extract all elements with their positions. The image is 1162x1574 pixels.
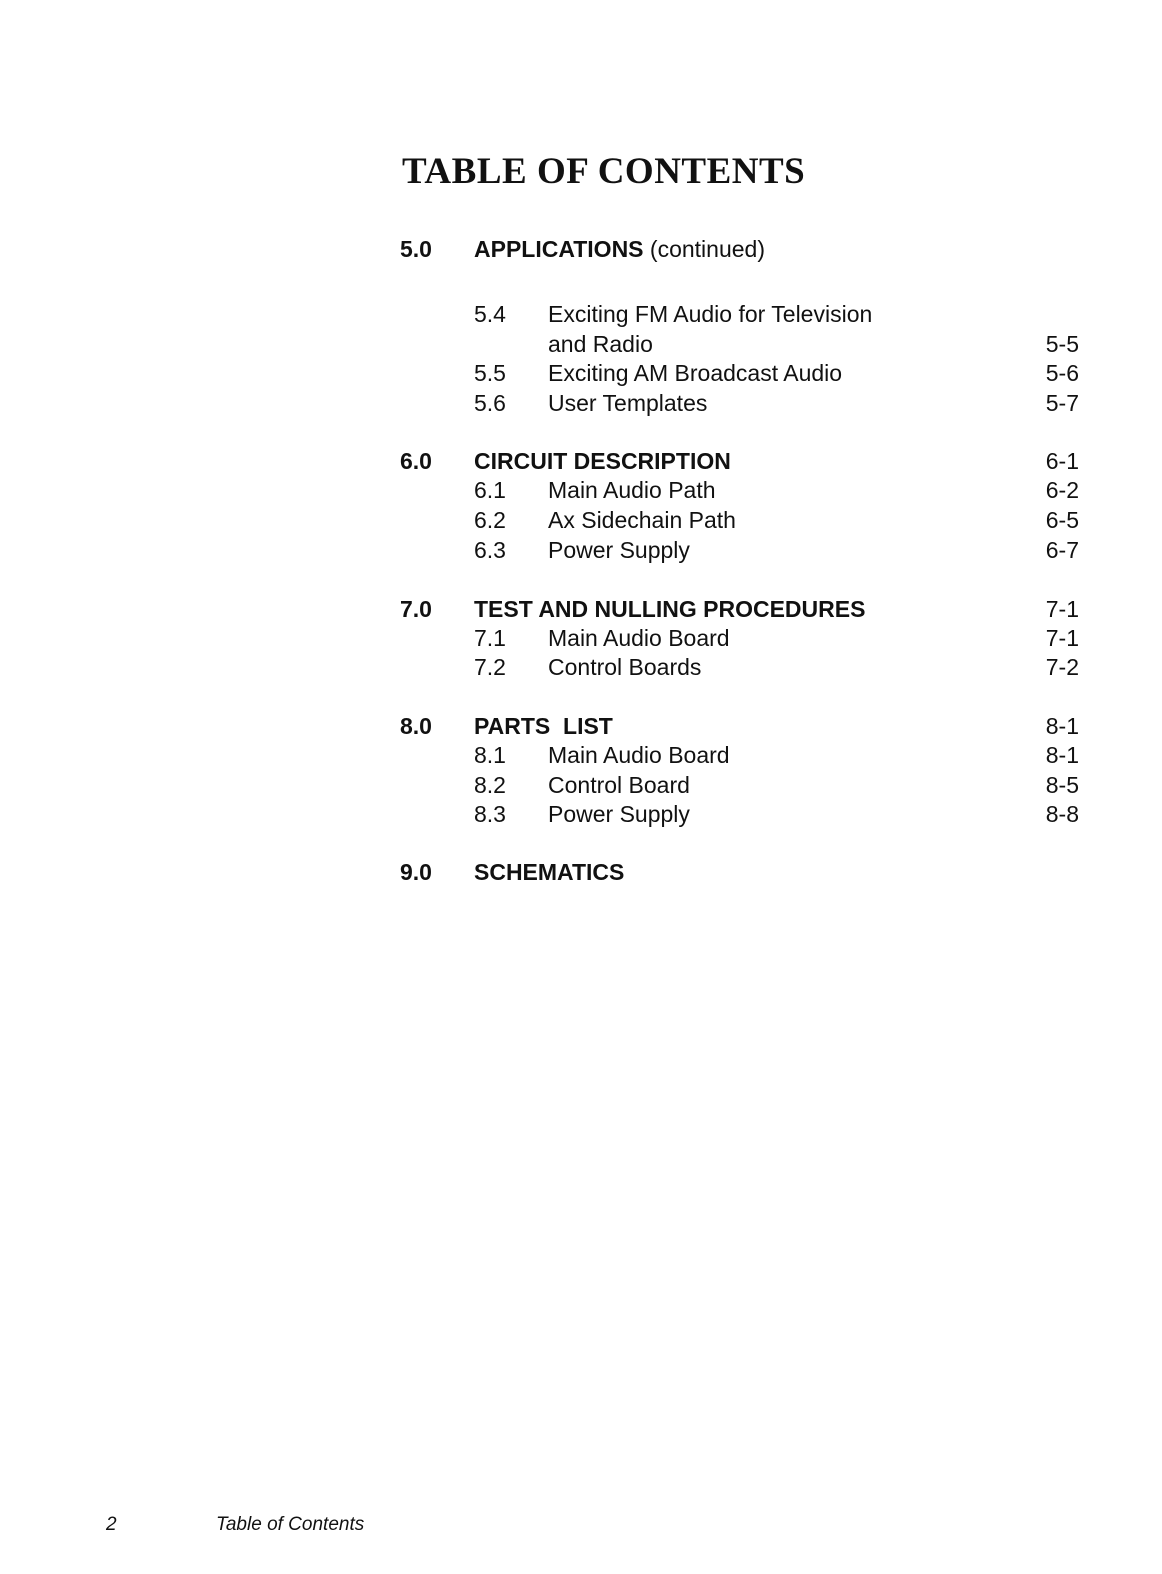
- item-title: Main Audio Board: [548, 625, 730, 651]
- section-number: 7.0: [400, 596, 432, 622]
- item-number: 5.6: [474, 390, 506, 416]
- item-title: Power Supply: [548, 801, 690, 827]
- section-title: SCHEMATICS: [474, 859, 625, 885]
- toc-item-5-6[interactable]: [0, 388, 1162, 418]
- item-title: Control Board: [548, 772, 690, 798]
- item-page: 7-1: [1045, 625, 1079, 651]
- toc-item-5-5[interactable]: [0, 358, 1162, 388]
- toc-item-8-1[interactable]: [0, 740, 1162, 770]
- item-number: 5.4: [474, 301, 506, 327]
- item-page: 5-6: [1045, 360, 1079, 386]
- section-number: 6.0: [400, 448, 432, 474]
- toc-item-7-1[interactable]: [0, 623, 1162, 653]
- footer-title: Table of Contents: [216, 1514, 365, 1535]
- toc-item-5-4[interactable]: [0, 299, 1162, 329]
- section-title: TEST AND NULLING PROCEDURES: [474, 596, 866, 622]
- toc-item-6-3[interactable]: [0, 535, 1162, 565]
- item-page: 5-5: [1045, 331, 1079, 357]
- toc-section-9[interactable]: [0, 857, 1162, 887]
- toc-section-8[interactable]: [0, 711, 1162, 741]
- item-title: User Templates: [548, 390, 708, 416]
- item-title: Control Boards: [548, 654, 702, 680]
- item-number: 7.2: [474, 654, 506, 680]
- toc-section-7[interactable]: [0, 594, 1162, 624]
- item-number: 6.1: [474, 477, 506, 503]
- page-title: TABLE OF CONTENTS: [402, 151, 806, 192]
- item-title: Main Audio Path: [548, 477, 716, 503]
- item-page: 6-2: [1045, 477, 1079, 503]
- toc-item-6-2[interactable]: [0, 505, 1162, 535]
- item-page: 5-7: [1045, 390, 1079, 416]
- item-title-continued: and Radio: [548, 331, 653, 357]
- section-page: 7-1: [1045, 596, 1079, 622]
- item-page: 8-1: [1045, 742, 1079, 768]
- section-title: PARTS LIST: [474, 713, 613, 739]
- toc-section-5[interactable]: [0, 234, 1162, 264]
- item-title: Exciting AM Broadcast Audio: [548, 360, 843, 386]
- section-title: CIRCUIT DESCRIPTION: [474, 448, 731, 474]
- section-title: APPLICATIONS (continued): [474, 236, 765, 262]
- section-number: 8.0: [400, 713, 432, 739]
- item-page: 7-2: [1045, 654, 1079, 680]
- item-number: 6.3: [474, 537, 506, 563]
- section-number: 9.0: [400, 859, 432, 885]
- item-page: 6-5: [1045, 507, 1079, 533]
- section-page: 8-1: [1045, 713, 1079, 739]
- toc-section-6[interactable]: [0, 446, 1162, 476]
- item-page: 8-5: [1045, 772, 1079, 798]
- item-title: Ax Sidechain Path: [548, 507, 736, 533]
- toc-item-6-1[interactable]: [0, 475, 1162, 505]
- item-title: Power Supply: [548, 537, 690, 563]
- item-title: Main Audio Board: [548, 742, 730, 768]
- item-number: 6.2: [474, 507, 506, 533]
- toc-item-8-3[interactable]: [0, 799, 1162, 829]
- item-page: 6-7: [1045, 537, 1079, 563]
- toc-item-5-4-cont[interactable]: [0, 329, 1162, 359]
- toc-item-8-2[interactable]: [0, 770, 1162, 800]
- item-title: Exciting FM Audio for Television: [548, 301, 873, 327]
- section-title-suffix: (continued): [649, 236, 765, 262]
- item-number: 8.1: [474, 742, 506, 768]
- item-number: 8.2: [474, 772, 506, 798]
- item-number: 5.5: [474, 360, 506, 386]
- section-number: 5.0: [400, 236, 432, 262]
- item-page: 8-8: [1045, 801, 1079, 827]
- item-number: 8.3: [474, 801, 506, 827]
- section-page: 6-1: [1045, 448, 1079, 474]
- footer-page-number: 2: [106, 1514, 117, 1535]
- item-number: 7.1: [474, 625, 506, 651]
- toc-item-7-2[interactable]: [0, 652, 1162, 682]
